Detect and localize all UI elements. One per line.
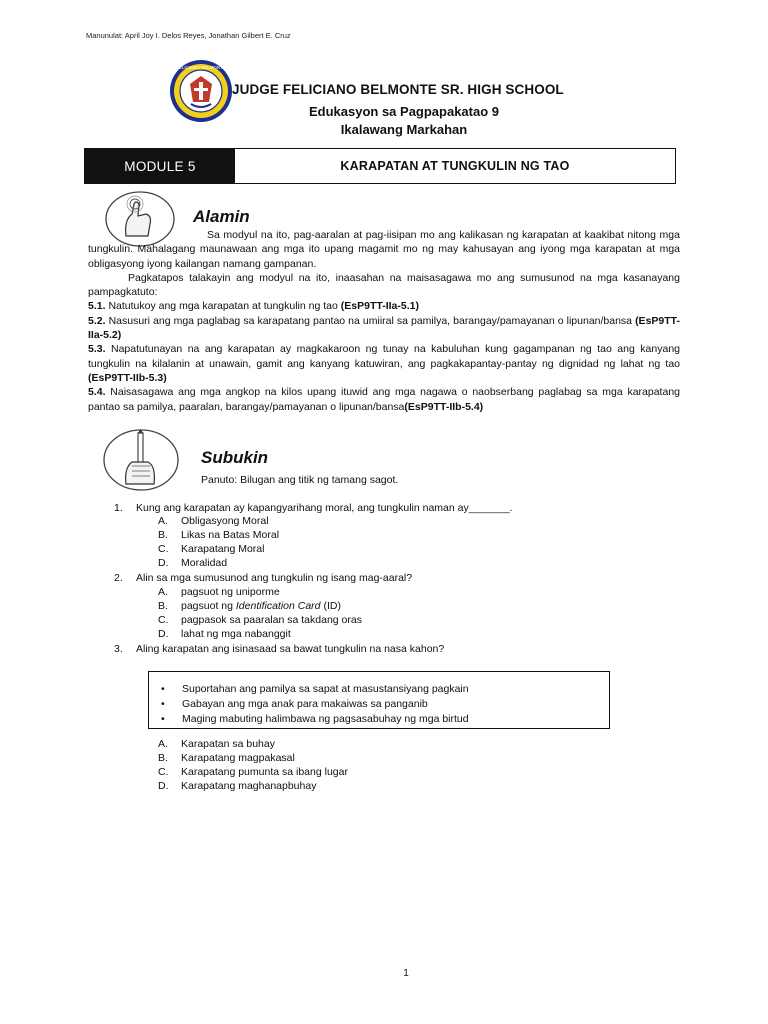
option-2b[interactable]: B. pagsuot ng Identification Card (ID) — [158, 600, 341, 612]
box-list-item: • Gabayan ang mga anak para makaiwas sa panganib — [161, 698, 428, 710]
option-1a[interactable]: A. Obligasyong Moral — [158, 515, 269, 527]
option-1c[interactable]: C. Karapatang Moral — [158, 543, 265, 555]
hand-holding-pencil-icon — [102, 428, 180, 492]
option-2d[interactable]: D. lahat ng mga nabanggit — [158, 628, 291, 640]
option-2a[interactable]: A. pagsuot ng uniporme — [158, 586, 280, 598]
alamin-paragraph-2: Pagkatapos talakayin ang modyul na ito, inaasahan na maisasagawa mo ang sumusunod na mga kasanayang pampagkatuto: — [88, 271, 680, 299]
subject-title: Edukasyon sa Pagpapakatao 9 — [308, 104, 500, 119]
bullet-icon: • — [161, 683, 165, 695]
svg-text:FELICIANO BELMONTE: FELICIANO BELMONTE — [176, 65, 226, 70]
option-1d[interactable]: D. Moralidad — [158, 557, 228, 569]
module-label: MODULE 5 — [85, 149, 235, 183]
author-credit: Manunulat: April Joy I. Delos Reyes, Jonathan Gilbert E. Cruz — [86, 31, 291, 40]
option-3a[interactable]: A. Karapatan sa buhay — [158, 738, 275, 750]
option-3c[interactable]: C. Karapatang pumunta sa ibang lugar — [158, 766, 348, 778]
competency-item: 5.1. Natutukoy ang mga karapatan at tungkulin ng tao (EsP9TT-IIa-5.1) — [88, 300, 419, 313]
option-3d[interactable]: D. Karapatang maghanapbuhay — [158, 780, 317, 792]
question-2: 2. Alin sa mga sumusunod ang tungkulin ng isang mag-aaral? — [114, 572, 413, 584]
competency-item: 5.4. Naisasagawa ang mga angkop na kilos upang ituwid ang mga nagawa o naobserbang paglabag sa mga karapatang pantao sa pamilya, paaralan, barangay/pamayanan o lipunan/bansa(EsP9TT-IIb-5.4) — [88, 386, 680, 413]
competency-item: 5.3. Napatutunayan na ang karapatan ay magkakaroon ng tunay na kabuluhan kung gagampanan ng tao ang kanyang tungkulin na kilalanin at unawain, gamit ang kanyang katuwiran, ang pagkakapantay-pantay ng dignidad ng lahat ng tao (EsP9TT-IIb-5.3) — [88, 343, 680, 384]
subukin-instruction: Panuto: Bilugan ang titik ng tamang sagot. — [201, 474, 399, 486]
school-name: JUDGE FELICIANO BELMONTE SR. HIGH SCHOOL — [232, 82, 564, 97]
duties-box — [148, 671, 610, 729]
question-3: 3. Aling karapatan ang isinasaad sa bawat tungkulin na nasa kahon? — [114, 643, 445, 655]
subukin-heading: Subukin — [201, 448, 269, 467]
module-title: KARAPATAN AT TUNGKULIN NG TAO — [340, 159, 570, 173]
option-1b[interactable]: B. Likas na Batas Moral — [158, 529, 280, 541]
page-number: 1 — [403, 968, 409, 979]
box-list-item: • Suportahan ang pamilya sa sapat at masustansiyang pagkain — [161, 683, 469, 695]
module-banner — [84, 148, 676, 184]
alamin-body — [88, 228, 680, 414]
alamin-paragraph-1: Sa modyul na ito, pag-aaralan at pag-iisipan mo ang kalikasan ng karapatan at kaakibat nitong mga tungkulin. Mahalagang maunawaan ang mga ito upang magamit mo ng may kahusayan ang iyong mga karapatan at mga obligasyong iyong kailangan namang gampanan. — [88, 229, 680, 270]
option-3b[interactable]: B. Karapatang magpakasal — [158, 752, 295, 764]
bullet-icon: • — [161, 698, 165, 710]
quarter-title: Ikalawang Markahan — [340, 122, 468, 137]
alamin-heading: Alamin — [193, 207, 250, 226]
question-1: 1. Kung ang karapatan ay kapangyarihang moral, ang tungkulin naman ay_______. — [114, 502, 513, 514]
option-2c[interactable]: C. pagpasok sa paaralan sa takdang oras — [158, 614, 362, 626]
bullet-icon: • — [161, 713, 165, 725]
competency-item: 5.2. Nasusuri ang mga paglabag sa karapatang pantao na umiiral sa pamilya, barangay/pamayanan o lipunan/bansa (EsP9TT-IIa-5.2) — [88, 314, 680, 342]
box-list-item: • Maging mabuting halimbawa ng pagsasabuhay ng mga birtud — [161, 713, 469, 725]
